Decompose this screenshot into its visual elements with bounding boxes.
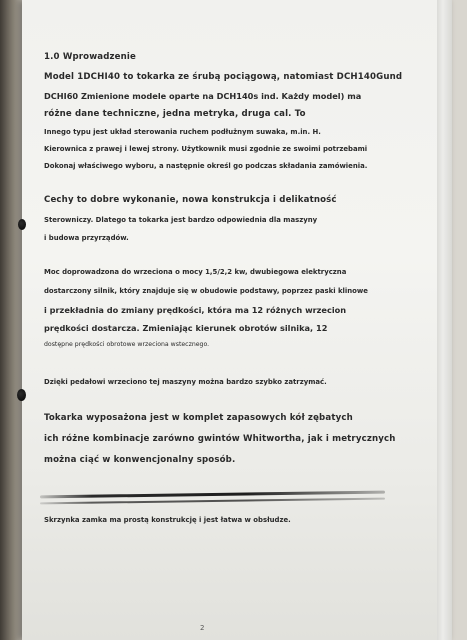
page-edge: [437, 0, 452, 640]
p2-line-1: Cechy to dobre wykonanie, nowa konstrukcja i delikatność: [44, 195, 337, 205]
p1-line-6: Dokonaj właściwego wyboru, a następnie określ go podczas składania zamówienia.: [44, 162, 368, 170]
p3-line-2: dostarczony silnik, który znajduje się w obudowie podstawy, poprzez paski klinowe: [44, 287, 368, 295]
section-heading: 1.0 Wprowadzenie: [44, 52, 137, 62]
p5-line-3: można ciąć w konwencjonalny sposób.: [44, 455, 236, 465]
p3-line-3: i przekładnia do zmiany prędkości, która ma 12 różnych wrzecion: [44, 305, 347, 315]
p1-line-5: Kierownica z prawej i lewej strony. Użytkownik musi zgodnie ze swoimi potrzebami: [44, 145, 368, 153]
p1-line-3: różne dane techniczne, jedna metryka, druga cal. To: [44, 109, 306, 119]
p1-line-4: Innego typu jest układ sterowania ruchem podłużnym suwaka, m.in. H.: [44, 128, 321, 136]
p3-line-5: dostępne prędkości obrotowe wrzeciona wstecznego.: [44, 341, 210, 348]
punch-hole-bottom: [17, 389, 26, 401]
p5-line-1: Tokarka wyposażona jest w komplet zapasowych kół zębatych: [44, 413, 353, 423]
p2-line-2: Sterowniczy. Dlatego ta tokarka jest bardzo odpowiednia dla maszyny: [44, 216, 318, 224]
p1-line-2: DCHI60 Zmienione modele oparte na DCH140s ind. Każdy model) ma: [44, 91, 362, 101]
p6-line: Skrzynka zamka ma prostą konstrukcję i jest łatwa w obsłudze.: [44, 516, 291, 524]
p2-line-3: i budowa przyrządów.: [44, 234, 129, 242]
p5-line-2: ich różne kombinacje zarówno gwintów Whitwortha, jak i metrycznych: [44, 434, 396, 444]
p4-line: Dzięki pedałowi wrzeciono tej maszyny można bardzo szybko zatrzymać.: [44, 378, 327, 386]
punch-hole-top: [18, 219, 26, 230]
p3-line-1: Moc doprowadzona do wrzeciona o mocy 1,5/2,2 kw, dwubiegowa elektryczna: [44, 268, 347, 276]
page-number: 2: [200, 624, 205, 632]
p3-line-4: prędkości dostarcza. Zmieniając kierunek obrotów silnika, 12: [44, 323, 328, 333]
p1-line-1: Model 1DCHI40 to tokarka ze śrubą pociągową, natomiast DCH140Gund: [44, 72, 403, 82]
